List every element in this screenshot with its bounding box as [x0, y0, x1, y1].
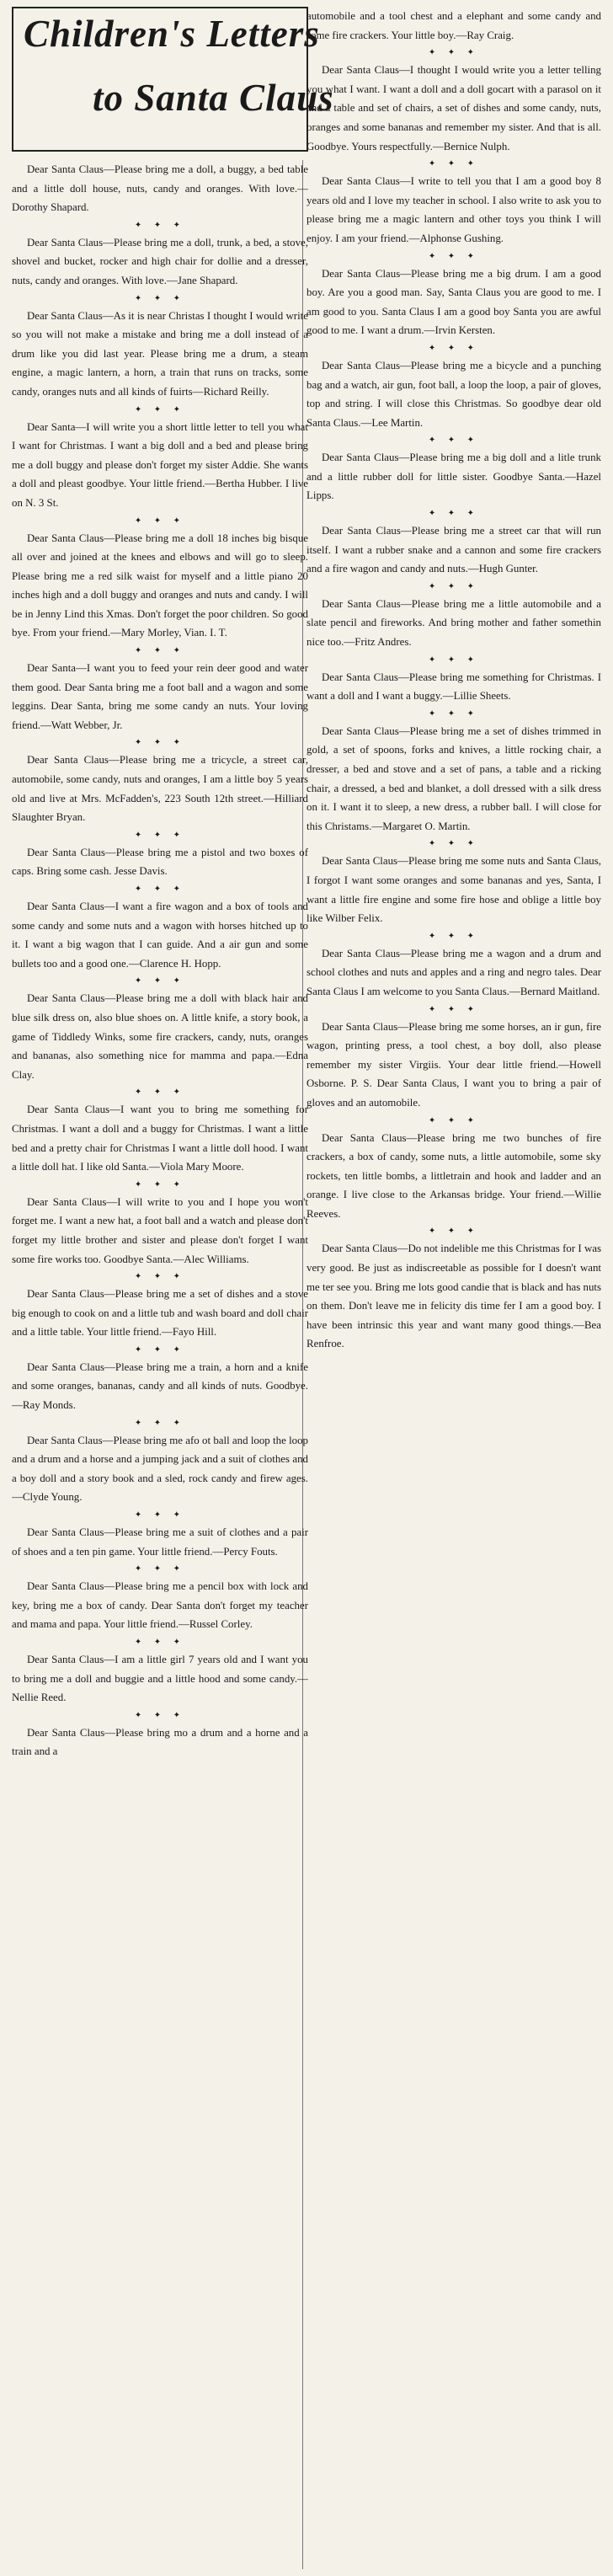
letter-separator: ✦ ✦ ✦: [428, 1004, 480, 1014]
letter-paragraph: Dear Santa Claus—Please bring me a bicycle and a punching bag and a watch, air gun, foot ball, a loop the loop, a pair of gloves, top and string. I will close this Christmas. So goodbye dear old Santa Claus.—Lee Martin.: [306, 359, 601, 429]
headline-line-2: to Santa Claus: [93, 77, 334, 119]
letter-paragraph: Dear Santa Claus—Please bring me a train, a horn and a knife and some oranges, bananas, candy and all kinds of nuts. Goodbye.—Ray Monds.: [12, 1360, 308, 1412]
letter-separator: ✦ ✦ ✦: [134, 1272, 186, 1282]
letter-paragraph: Dear Santa Claus—Please bring me two bunches of fire crackers, a box of candy, some nuts, a little automobile, some sky rockets, ten little bombs, a littletrain and hook and ladder and an orange. I live close to the Arkansas bridge. Your friend.—Willie Reeves.: [306, 1131, 601, 1220]
letter-separator: ✦ ✦ ✦: [134, 516, 186, 526]
letter-paragraph: Dear Santa Claus—Please bring me a doll 18 inches big bisque all over and joined at the knees and elbows and will go to sleep. Please bring me a red silk waist for myself and a little piano 20 inches high and a doll buggy and oranges and nuts and candy. I will be in Jenny Lind this Xmas. Don't forget the poor children. So good bye. From your friend.—Mary Morley, Vian. I. T.: [12, 532, 308, 639]
letter-separator: ✦ ✦ ✦: [134, 738, 186, 748]
letter-paragraph: Dear Santa Claus—Please bring me a doll, trunk, a bed, a stove, shovel and bucket, rocker and high chair for dollie and a dresser, nuts, candy and oranges. With love.—Jane Shapard.: [12, 236, 308, 286]
letter-paragraph: Dear Santa Claus—Please bring me a doll, a buggy, a bed table and a little doll house, nuts, candy and oranges. With love.—Dorothy Shapard.: [12, 163, 308, 214]
letter-separator: ✦ ✦ ✦: [428, 159, 480, 169]
letter-paragraph: Dear Santa Claus—Please bring me something for Christmas. I want a doll and I want a buggy.—Lillie Sheets.: [306, 671, 601, 703]
letter-separator: ✦ ✦ ✦: [428, 655, 480, 665]
letter-paragraph: Dear Santa Claus—Please bring me a big doll and a litle trunk and a little rubber doll for little sister. Goodbye Santa.—Hazel Lipps.: [306, 452, 601, 502]
letter-paragraph: Dear Santa Claus—I am a little girl 7 years old and I want you to bring me a doll and buggie and a little hood and some candy.—Nellie Reed.: [12, 1654, 308, 1704]
letter-paragraph: Dear Santa Claus—Do not indelible me this Christmas for I was very good. Be just as indiscreetable as possible for I doesn't want me ter see you. Bring me lots good candie that is black and has nuts on them. Don't leave me in felicity dis time fer I am a good boy. I have been intrinsic this year and want many good things.—Bea Renfroe.: [306, 1243, 601, 1350]
letter-separator: ✦ ✦ ✦: [134, 646, 186, 656]
headline-line-1: Children's Letters: [24, 13, 320, 55]
letter-paragraph: Dear Santa Claus—I want you to bring me something for Christmas. I want a doll and a buggy for Christmas. I want a little bed and a pretty chair for Christmas I want a little doll hood. I want a little doll hat. I like old Santa.—Viola Mary Moore.: [12, 1104, 308, 1173]
left-column: [12, 160, 308, 2569]
letter-separator: ✦ ✦ ✦: [134, 1088, 186, 1098]
letter-separator: ✦ ✦ ✦: [134, 1179, 186, 1189]
letter-separator: ✦ ✦ ✦: [134, 830, 186, 840]
letter-separator: ✦ ✦ ✦: [134, 1638, 186, 1647]
letter-paragraph: Dear Santa Claus—Please bring mo a drum and a horne and a train and a: [12, 1726, 308, 1758]
letter-paragraph: Dear Santa—I will write you a short little letter to tell you what I want for Christmas. I want a big doll and a bed and please bring me a doll buggy and please don't forget my sister Addie. She wants a doll and pleast goodbye. Your little friend.—Bertha Hubber. I live on N. 3 St.: [12, 420, 308, 509]
letter-paragraph: Dear Santa Claus—Please bring me a set of dishes and a stove big enough to cook on and a little tub and wash board and doll chair and a little table. Your little friend.—Fayo Hill.: [12, 1288, 308, 1339]
letter-paragraph: Dear Santa Claus—Please bring me a pencil box with lock and key, bring me a box of candy. Dear Santa don't forget my teacher and mama and papa. Your little friend.—Russel Corley.: [12, 1580, 308, 1631]
letter-paragraph: Dear Santa—I want you to feed your rein deer good and water them good. Dear Santa bring me a foot ball and a wagon and some leggins. Dear Santa, bring me some candy an nuts. Your loving friend.—Watt Webber, Jr.: [12, 662, 308, 731]
letter-separator: ✦ ✦ ✦: [428, 48, 480, 58]
letter-paragraph: Dear Santa Claus—Please bring me a wagon and a drum and school clothes and nuts and apples and a ring and negro tales. Dear Santa Claus I am welcome to you Santa Claus.—Bernard Maitland.: [306, 947, 601, 997]
letter-paragraph: Dear Santa Claus—Please bring me a set of dishes trimmed in gold, a set of spoons, forks and knives, a little rocking chair, a dresser, a bed and stove and a set of pans, a table and a ricking chair, a dressed, a bed and blanket, a doll dressed with a silk dress on it. I want it to sleep, a new dress, a rubber ball. I will close for this Christams.—Margaret O. Martin.: [306, 724, 601, 832]
letter-paragraph: automobile and a tool chest and a elephant and some candy and some fire crackers. Your little boy.—Ray Craig.: [306, 10, 601, 41]
letter-separator: ✦ ✦ ✦: [428, 1227, 480, 1237]
letter-separator: ✦ ✦ ✦: [134, 1564, 186, 1574]
letter-separator: ✦ ✦ ✦: [428, 251, 480, 261]
letter-paragraph: Dear Santa Claus—Please bring me some nuts and Santa Claus, I forgot I want some oranges and some bananas and yes, Santa, I want a little fire engine and some fire hose and oblige a little boy like Wilber Felix.: [306, 855, 601, 925]
letter-separator: ✦ ✦ ✦: [428, 839, 480, 849]
letter-paragraph: Dear Santa Claus—Please bring me afo ot ball and loop the loop and a drum and a horse and a jumping jack and a suit of clothes and a boy doll and a story book and a sled, rock candy and firew ages.—Clyde Young.: [12, 1434, 308, 1504]
letter-separator: ✦ ✦ ✦: [428, 708, 480, 719]
letter-separator: ✦ ✦ ✦: [428, 509, 480, 519]
letter-paragraph: Dear Santa Claus—Please bring me a tricycle, a street car, automobile, some candy, nuts and oranges, I am a little boy 5 years old and live at Mrs. McFadden's, 223 South 12th street.—Hilliard Slaughter Bryan.: [12, 754, 308, 824]
letter-paragraph: Dear Santa Claus—As it is near Christas I thought I would write so you will not make a mistake and bring me a doll instead of a drum like you did last year. Please bring me a drum, a steam engine, a magic lantern, a horn, a train that runs on tracks, some candy, oranges nuts and all kinds of fuirts—Richard Reilly.: [12, 309, 308, 398]
letter-paragraph: Dear Santa Claus—Please bring me a street car that will run itself. I want a rubber snake and a cannon and some fire crackers and a fire wagon and candy and nuts.—Hugh Gunter.: [306, 525, 601, 575]
letter-paragraph: Dear Santa Claus—I write to tell you that I am a good boy 8 years old and I love my teacher in school. I also write to ask you to please bring me a magic lantern and other toys you think I will enjoy. I am your friend.—Alphonse Gushing.: [306, 175, 601, 244]
letter-paragraph: Dear Santa Claus—Please bring me a doll with black hair and blue silk dress on, also blue shoes on. A little knife, a story book, a game of Tiddledy Winks, some fire crackers, candy, nuts, oranges and bananas, also something nice for mamma and papa.—Edna Clay.: [12, 992, 308, 1081]
letter-separator: ✦ ✦ ✦: [428, 343, 480, 353]
letter-paragraph: Dear Santa Claus—I will write to you and I hope you won't forget me. I want a new hat, a foot ball and a watch and please don't forget my little brother and sister and please don't forget I want some fire works too. Goodbye Santa.—Alec Williams.: [12, 1195, 308, 1265]
letter-separator: ✦ ✦ ✦: [134, 1344, 186, 1355]
letter-paragraph: Dear Santa Claus—Please bring me a suit of clothes and a pair of shoes and a ten pin game. Your little friend.—Percy Fouts.: [12, 1526, 308, 1558]
letter-separator: ✦ ✦ ✦: [134, 1510, 186, 1520]
letter-separator: ✦ ✦ ✦: [428, 581, 480, 591]
letter-separator: ✦ ✦ ✦: [428, 1115, 480, 1125]
letter-separator: ✦ ✦ ✦: [134, 293, 186, 303]
letter-paragraph: Dear Santa Claus—Please bring me a pistol and two boxes of caps. Bring some cash. Jesse Davis.: [12, 846, 308, 878]
letter-separator: ✦ ✦ ✦: [134, 220, 186, 230]
letter-separator: ✦ ✦ ✦: [428, 931, 480, 941]
letter-paragraph: Dear Santa Claus—I thought I would write you a letter telling you what I want. I want a doll and a doll gocart with a parasol on it and a table and set of chairs, a set of dishes and some candy, nuts, oranges and some bananas and remember my sister. And that is all. Goodbye. Yours respectfully.—Bernice Nulph.: [306, 64, 601, 152]
letter-separator: ✦ ✦ ✦: [134, 976, 186, 986]
letter-paragraph: Dear Santa Claus—Please bring me a little automobile and a slate pencil and fireworks. And bring mother and father somethin nice too.—Fritz Andres.: [306, 597, 601, 649]
letter-separator: ✦ ✦ ✦: [428, 436, 480, 446]
letter-separator: ✦ ✦ ✦: [134, 884, 186, 894]
letter-paragraph: Dear Santa Claus—I want a fire wagon and a box of tools and some candy and some nuts and a wagon with horses hitched up to it. I want a big wagon that I can guide. And a air gun and some bullets too and a good one.—Clarence H. Hopp.: [12, 901, 308, 970]
letter-separator: ✦ ✦ ✦: [134, 404, 186, 414]
right-column: [306, 7, 601, 2569]
letter-paragraph: Dear Santa Claus—Please bring me some horses, an ir gun, fire wagon, printing press, a tool chest, a boy doll, also please remember my sister Virgiis. Your dear little friend.—Howell Osborne. P. S. Dear Santa Claus, I want you to bring a pair of gloves and an automobile.: [306, 1020, 601, 1109]
letter-separator: ✦ ✦ ✦: [134, 1710, 186, 1720]
letter-paragraph: Dear Santa Claus—Please bring me a big drum. I am a good boy. Are you a good man. Say, Santa Claus you are good to me. I am good to you. Santa Claus I am a good boy Santa you are awful good to me. I want a drum.—Irvin Kersten.: [306, 267, 601, 337]
letter-separator: ✦ ✦ ✦: [134, 1418, 186, 1428]
